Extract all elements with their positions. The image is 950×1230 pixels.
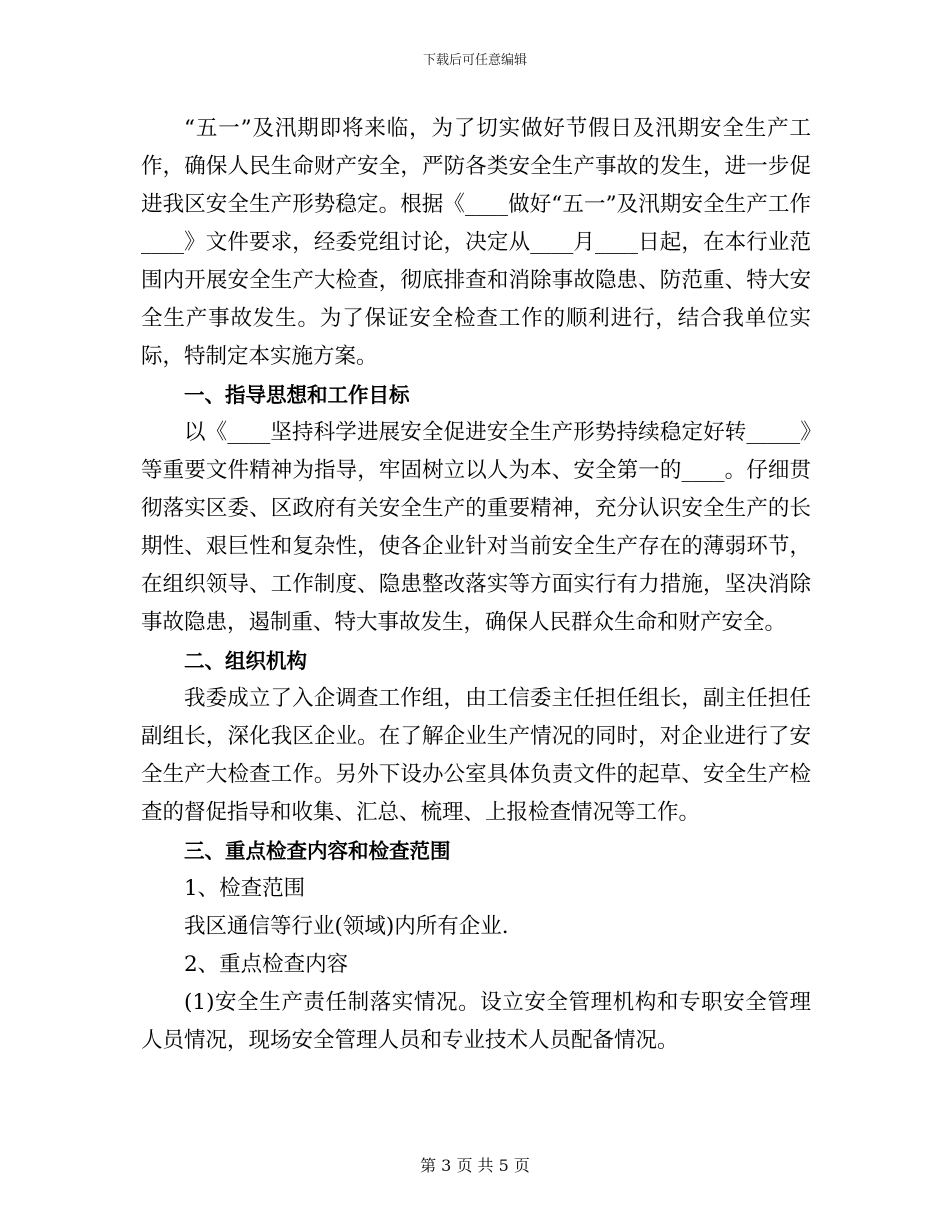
section-heading-guiding-ideology: 一、指导思想和工作目标 (184, 383, 410, 407)
organization-paragraph: 我委成立了入企调查工作组，由工信委主任担任组长，副主任担任副组长，深化我区企业。在了解企业生产情况的同时，对企业进行了安全生产大检查工作。另外下设办公室具体负责文件的起草、安全生产检查的督促指导和收集、汇总、梳理、上报检查情况等工作。 (141, 686, 811, 825)
subheading-key-inspection-content: 2、重点检查内容 (184, 952, 349, 977)
document-body (141, 110, 811, 1060)
page-header-note: 下载后可任意编辑 (422, 53, 527, 68)
subheading-inspection-scope: 1、检查范围 (184, 876, 306, 901)
intro-paragraph: “五一”及汛期即将来临，为了切实做好节假日及汛期安全生产工作，确保人民生命财产安全，严防各类安全生产事故的发生，进一步促进我区安全生产形势稳定。根据《____做好“五一”及汛期安全生产工作____》文件要求，经委党组讨论，决定从____月____日起，在本行业范围内开展安全生产大检查，彻底排查和消除事故隐患、防范重、特大安全生产事故发生。为了保证安全检查工作的顺利进行，结合我单位实际，特制定本实施方案。 (141, 116, 811, 369)
page-number-footer: 第 3 页 共 5 页 (420, 1156, 530, 1175)
section-heading-organization: 二、组织机构 (184, 649, 307, 673)
section-heading-inspection-content: 三、重点检查内容和检查范围 (184, 839, 451, 863)
guiding-ideology-paragraph: 以《____坚持科学进展安全促进安全生产形势持续稳定好转_____》等重要文件精神为指导，牢固树立以人为本、安全第一的____。仔细贯彻落实区委、区政府有关安全生产的重要精神，充分认识安全生产的长期性、艰巨性和复杂性，使各企业针对当前安全生产存在的薄弱环节，在组织领导、工作制度、隐患整改落实等方面实行有力措施，坚决消除事故隐患，遏制重、特大事故发生，确保人民群众生命和财产安全。 (141, 420, 811, 635)
inspection-scope-paragraph: 我区通信等行业(领域)内所有企业. (184, 914, 509, 939)
key-inspection-item-1: (1)安全生产责任制落实情况。设立安全管理机构和专职安全管理人员情况，现场安全管理人员和专业技术人员配备情况。 (141, 990, 811, 1053)
